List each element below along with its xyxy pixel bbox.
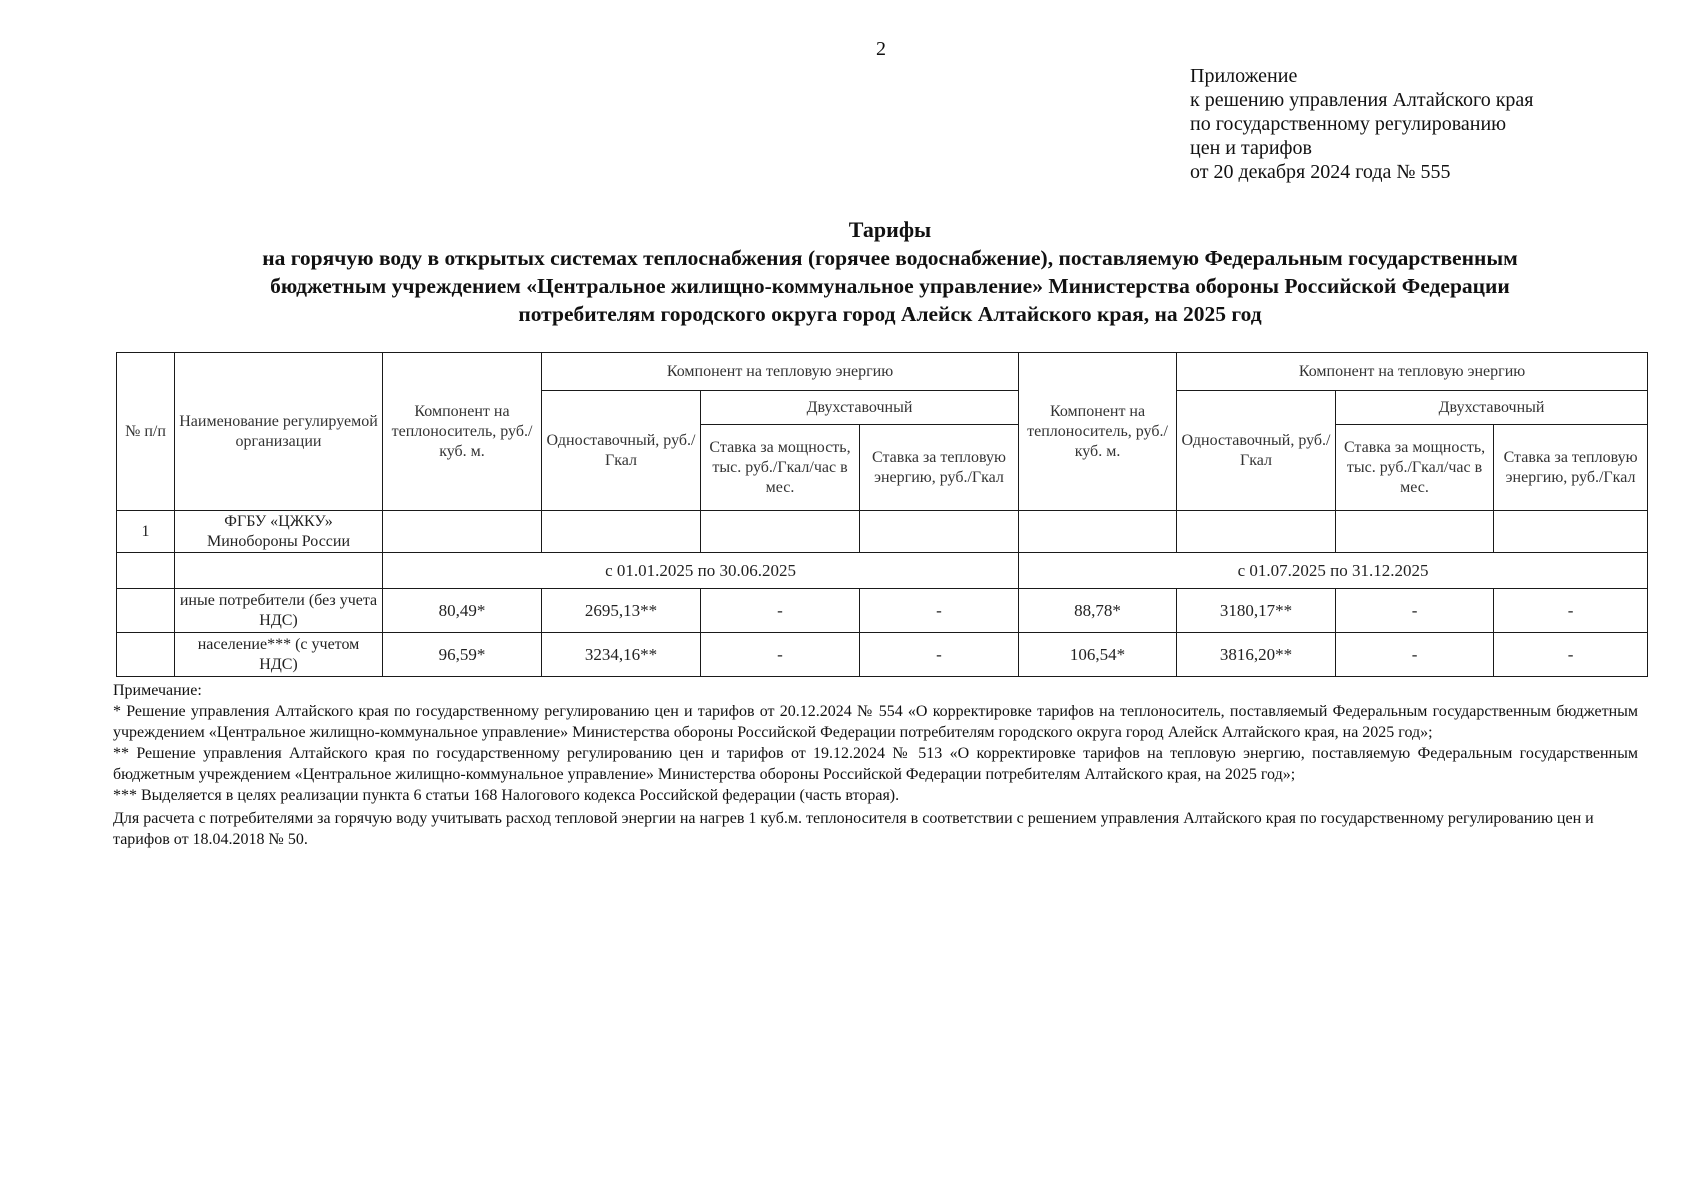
- tariffs-table: [116, 352, 1648, 677]
- cell-coolant-p1: 96,59*: [383, 633, 542, 677]
- appendix-line: от 20 декабря 2024 года № 555: [1190, 161, 1451, 183]
- cell-single-rate-p2: 3816,20**: [1177, 633, 1336, 677]
- cell-capacity-rate-p1: -: [701, 589, 860, 633]
- cell-coolant-p1: 80,49*: [383, 589, 542, 633]
- row-name: иные потребители (без учета НДС): [175, 589, 383, 633]
- header-heat-component-p1: Компонент на тепловую энергию: [542, 353, 1019, 391]
- table-row: [117, 589, 1648, 633]
- cell-capacity-rate-p2: -: [1336, 633, 1494, 677]
- header-heat-component-p2: Компонент на тепловую энергию: [1177, 353, 1648, 391]
- header-energy-rate-p1: Ставка за тепловую энергию, руб./Гкал: [860, 425, 1019, 511]
- cell-single-rate-p1: 3234,16**: [542, 633, 701, 677]
- cell-coolant-p2: 88,78*: [1019, 589, 1177, 633]
- title-main: Тарифы: [848, 217, 932, 242]
- page-number: 2: [876, 38, 886, 60]
- header-two-rate-p2: Двухставочный: [1336, 391, 1648, 425]
- title-line: потребителям городского округа город Алейск Алтайского края, на 2025 год: [518, 302, 1262, 326]
- org-row: [117, 511, 1648, 553]
- header-num: № п/п: [117, 353, 175, 511]
- cell-coolant-p2: 106,54*: [1019, 633, 1177, 677]
- cell-single-rate-p1: 2695,13**: [542, 589, 701, 633]
- cell-capacity-rate-p1: -: [701, 633, 860, 677]
- title-line: на горячую воду в открытых системах теплоснабжения (горячее водоснабжение), поставляемую Федеральным государственным: [262, 246, 1518, 270]
- appendix-line: цен и тарифов: [1190, 137, 1312, 159]
- header-capacity-rate-p2: Ставка за мощность, тыс. руб./Гкал/час в мес.: [1336, 425, 1494, 511]
- header-coolant-p2: Компонент на теплоноситель, руб./куб. м.: [1019, 353, 1177, 511]
- header-two-rate-p1: Двухставочный: [701, 391, 1019, 425]
- header-energy-rate-p2: Ставка за тепловую энергию, руб./Гкал: [1494, 425, 1648, 511]
- footnote: * Решение управления Алтайского края по государственному регулированию цен и тарифов от 20.12.2024 № 554 «О корректировке тарифов на теплоноситель, поставляемый Федеральным государственным бюджетным учреждением «Центральное жилищно-коммунальное управление» Министерства обороны Российской Федерации потребителям городского округа город Алейск Алтайского края, на 2025 год»;: [113, 703, 1638, 741]
- header-org: Наименование регулируемой организации: [175, 353, 383, 511]
- cell-energy-rate-p1: -: [860, 589, 1019, 633]
- org-num: 1: [117, 511, 175, 553]
- header-single-rate-p2: Одноставочный, руб./Гкал: [1177, 391, 1336, 511]
- footnote: ** Решение управления Алтайского края по государственному регулированию цен и тарифов от 19.12.2024 № 513 «О корректировке тарифов на тепловую энергию, поставляемую Федеральным государственным бюджетным учреждением «Центральное жилищно-коммунальное управление» Министерства обороны Российской Федерации потребителям Алтайского края, на 2025 год»;: [113, 745, 1638, 783]
- header-capacity-rate-p1: Ставка за мощность, тыс. руб./Гкал/час в мес.: [701, 425, 860, 511]
- title-line: бюджетным учреждением «Центральное жилищно-коммунальное управление» Министерства обороны Российской Федерации: [270, 274, 1510, 298]
- calculation-note: Для расчета с потребителями за горячую воду учитывать расход тепловой энергии на нагрев 1 куб.м. теплоносителя в соответствии с решением управления Алтайского края по государственному регулированию цен и тарифов от 18.04.2018 № 50.: [113, 810, 1594, 848]
- period-row: [117, 553, 1648, 589]
- org-name: ФГБУ «ЦЖКУ» Минобороны России: [175, 511, 383, 553]
- notes-heading: Примечание:: [113, 682, 202, 699]
- header-single-rate-p1: Одноставочный, руб./Гкал: [542, 391, 701, 511]
- notes-block: [113, 680, 1638, 850]
- cell-energy-rate-p1: -: [860, 633, 1019, 677]
- table-row: [117, 633, 1648, 677]
- appendix-line: Приложение: [1190, 65, 1298, 87]
- period-1: с 01.01.2025 по 30.06.2025: [383, 553, 1019, 589]
- footnote: *** Выделяется в целях реализации пункта 6 статьи 168 Налогового кодекса Российской федерации (часть вторая).: [113, 787, 900, 804]
- cell-single-rate-p2: 3180,17**: [1177, 589, 1336, 633]
- cell-energy-rate-p2: -: [1494, 589, 1648, 633]
- cell-energy-rate-p2: -: [1494, 633, 1648, 677]
- appendix-line: по государственному регулированию: [1190, 113, 1507, 135]
- cell-capacity-rate-p2: -: [1336, 589, 1494, 633]
- document-title: [120, 216, 1660, 328]
- header-coolant-p1: Компонент на теплоноситель, руб./куб. м.: [383, 353, 542, 511]
- period-2: с 01.07.2025 по 31.12.2025: [1019, 553, 1648, 589]
- appendix-block: [1190, 64, 1534, 184]
- row-name: население*** (с учетом НДС): [175, 633, 383, 677]
- appendix-line: к решению управления Алтайского края: [1190, 89, 1534, 111]
